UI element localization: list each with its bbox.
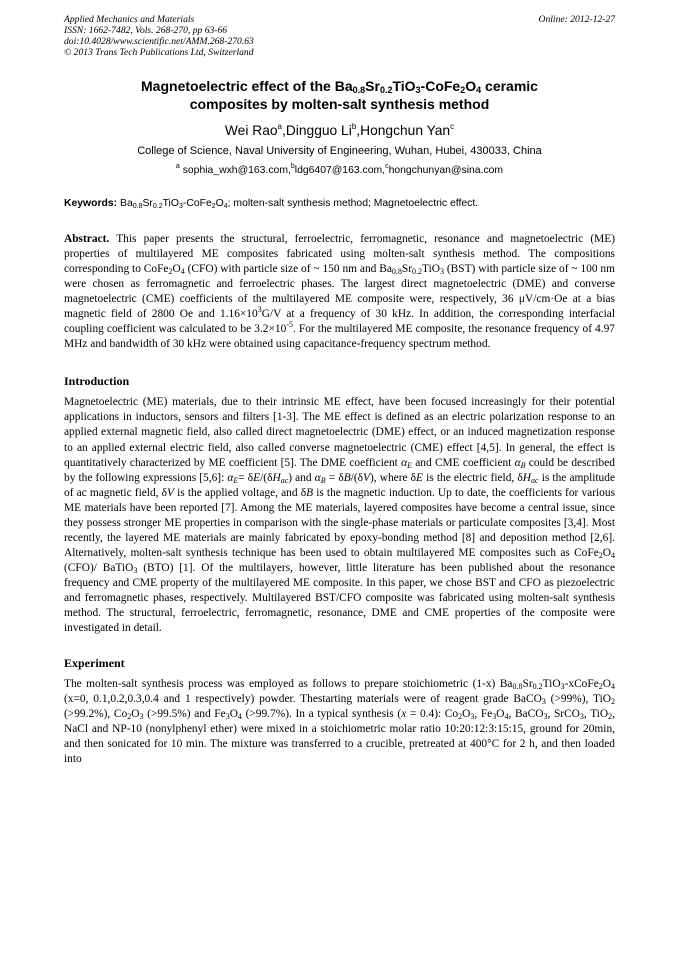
journal-header — [64, 14, 615, 58]
paper-title: Magnetoelectric effect of the $Ba_{0.8}Sr_{0.2}TiO_3-CoFe_2O_4$ ceramic composites by molten-salt synthesis method — [141, 78, 538, 112]
author-emails: $^a$ sophia_wxh@163.com,$^b$ldg6407@163.com,$^c$hongchunyan@sina.com — [175, 163, 504, 176]
introduction-paragraph: Magnetoelectric (ME) materials, due to their intrinsic ME effect, have been focused increasingly for their potential applications in inductors, sensors and filters [1-3]. The ME effect is defined as an electric polarization response to an applied external magnetic field, also called direct magnetoelectric (DME) effect, or an induced magnetization response to an applied external electric field, also called converse magnetoelectric (CME) effect [4,5]. In general, the effect is quantitatively characterized by ME coefficient [5]. The DME coefficient $\alpha_E$ and CME coefficient $\alpha_B$ could be described by the following expressions [5,6]: $\alpha_E= \delta E/(\delta H_{ac})$ and $\alpha_B = \delta B/(\delta V)$, where δE is the electric field, $\delta H_{ac}$ is the amplitude of ac magnetic field, δV is the applied voltage, and δB is the magnetic induction. Up to date, the coefficients for various ME materials have been reported [7]. Among the ME materials, layered composites have become a central issue, since they possess stronger ME properties in comparison with the single-phase materials or particulate composites [3,4]. Most recently, the layered ME materials are mainly fabricated by epoxy-bonding method [8] and deposition method [2,6]. Alternatively, molten-salt synthesis technique has been used to obtain multilayered ME composites such as $CoFe_2O_4$ (CFO)/ BaTiO$_3$ (BTO) [1]. Of the multilayers, however, little literature has been published about the resonance frequency and CME property of the multilayered ME composite. In this paper, we chose BST and CFO as piezoelectric and ferromagnetic phases, respectively. Multilayered BST/CFO composite was fabricated using molten-salt synthesis method. The structural, ferroelectric, ferromagnetic, resonance, DME and CME properties of the composite were investigated in detail. — [64, 396, 616, 635]
experiment-paragraph: The molten-salt synthesis process was employed as follows to prepare stoichiometric (1-x) $Ba_{0.8}Sr_{0.2}TiO_3-xCoFe_2O_4$ (x=0, 0.1,0.2,0.3,0.4 and 1 respectively) powder. Thestarting materials were of reagent grade BaCO$_3$ (>99%), TiO$_2$ (>99.2%), $Co_2O_3$ (>99.5%) and $Fe_3O_4$ (>99.7%). In a typical synthesis (x = 0.4): $Co_2O_3$, $Fe_3O_4$, BaCO$_3$, SrCO$_3$, TiO$_2$, NaCl and NP-10 (nonylphenyl ether) were mixed in a stoichiometric molar ratio 10:20:12:3:15:15, ground for 20min, and then sonicated for 10 min. The mixture was transferred to a crucible, pretreated at 400°C for 2 h, and then loaded into — [64, 678, 616, 766]
abstract: Abstract. This paper presents the structural, ferroelectric, ferromagnetic, resonance and magnetoelectric (ME) properties of multilayered ME composites fabricated using molten-salt synthesis method. The compositions corresponding to $CoFe_2O_4$ (CFO) with particle size of ~ 150 nm and $Ba_{0.8}Sr_{0.2}TiO_3$ (BST) with particle size of ~ 100 nm were chosen as ferromagnetic and ferroelectric phases. The largest direct magnetoelectric (DME) and converse magnetoelectric (CME) coefficients of the multilayered ME composite were, respectively, 36 μV/cm·Oe at a bias magnetic field of 2800 Oe and $1.16\times 10^3G/V$ at a frequency of 30 kHz. In addition, the corresponding interfacial coupling coefficient was calculated to be $3.2\times 10^{-5}$. For the multilayered ME composite, the resonance frequency of 4.97 MHz and bandwidth of 30 kHz were obtained using capacitance-frequency spectrum method. — [64, 233, 615, 351]
affiliation: College of Science, Naval University of Engineering, Wuhan, Hubei, 430033, China — [137, 145, 542, 157]
paper-page — [64, 14, 615, 767]
doi-line: doi:10.4028/www.scientific.net/AMM.268-270.63 — [64, 36, 254, 47]
section-heading-introduction: Introduction — [64, 374, 130, 389]
keywords: Keywords: $Ba_{0.8}Sr_{0.2}TiO_3-CoFe_2O_4$; molten-salt synthesis method; Magnetoelectric effect. — [64, 198, 479, 210]
author-list: Wei Rao$^a$,Dingguo Li$^b$,Hongchun Yan$^c$ — [224, 122, 455, 138]
online-date: Online: 2012-12-27 — [538, 14, 615, 25]
issn-line: ISSN: 1662-7482, Vols. 268-270, pp 63-66 — [64, 25, 228, 36]
copyright-line: © 2013 Trans Tech Publications Ltd, Switzerland — [64, 47, 254, 58]
section-heading-experiment: Experiment — [64, 656, 125, 671]
journal-name: Applied Mechanics and Materials — [64, 14, 195, 25]
